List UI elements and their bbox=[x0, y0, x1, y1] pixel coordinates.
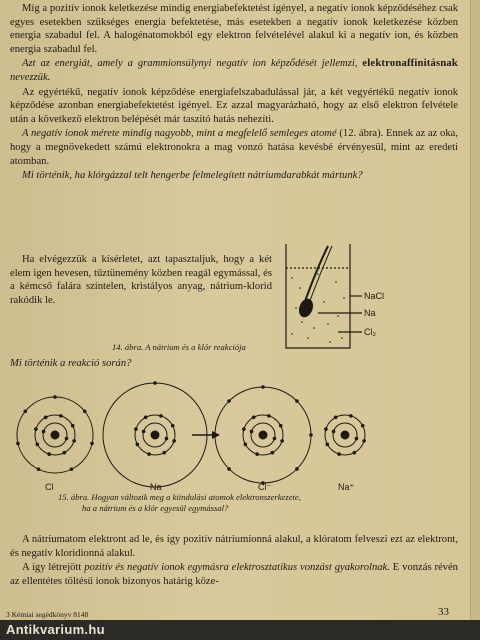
paragraph-6-start: A így létrejött bbox=[22, 562, 82, 574]
atom-label-cl: Cl bbox=[45, 482, 54, 492]
question-2: Mi történik a reakció során? bbox=[10, 358, 132, 369]
figure-15-caption-line-2: ha a nátrium és a klór egyesül egymással? bbox=[82, 503, 229, 513]
paragraph-2: Az egyértékű, negatív ionok képződése energiafelszabadulással jár, a két vegyértékű negatív ionok képződése azonban energiabefektetést igényel. Ez azzal magyarázható, hogy az első elektron felvétele után a következő elektron belépését már taszító hatás nehezíti. bbox=[10, 86, 458, 125]
paragraph-1: Míg a pozitív ionok keletkezése mindig energiabefektetést igényel, a negatív ionok képződéséhez csak egyes esetekben szükséges energia befektetése, más esetekben a negatív ionok keletkezése közben energia szabadul fel. A halogénatomokból egy elektron felvételével alakul ki a negatív ion, és közben energia szabadul fel. bbox=[10, 3, 458, 55]
reaction-arrow bbox=[192, 431, 220, 439]
atom-na bbox=[103, 381, 207, 487]
electrostatic-statement: pozitív és negatív ionok egymásra elektrosztatikus vonzást gyakorolnak. bbox=[84, 562, 390, 574]
definition-end: nevezzük. bbox=[10, 71, 51, 83]
paragraph-3 bbox=[10, 127, 458, 168]
atom-label-na: Na bbox=[150, 482, 162, 492]
paragraph-3-rest: (12. ábra). Ennek az az oka, hogy a megnövekedett számú elektronokra a mag vonzó hatása kevésbé érvényesül, mint az eredeti atomban. bbox=[10, 128, 458, 167]
atom-label-na-ion: Na⁺ bbox=[338, 482, 355, 492]
conclusion-text bbox=[10, 533, 458, 589]
label-cl2: Cl₂ bbox=[364, 327, 376, 337]
paragraph-4: Ha elvégezzük a kísérletet, azt tapasztaljuk, hogy a két elem igen hevesen, tűztünemény közben reagál egymással, és a kémcső falára színtelen, kristályos anyag, nátrium-klorid rakódik le. bbox=[10, 254, 272, 306]
body-text bbox=[10, 2, 458, 184]
figure-15-atom-diagram bbox=[0, 375, 470, 495]
question-1: Mi történik, ha klórgázzal telt hengerbe felmelegített nátriumdarabkát mártunk? bbox=[22, 170, 363, 182]
experiment-text bbox=[10, 253, 272, 308]
figure-14-caption: 14. ábra. A nátrium és a klór reakciója bbox=[112, 342, 246, 352]
atom-na-ion bbox=[324, 414, 366, 456]
label-nacl: NaCl bbox=[364, 291, 385, 301]
paragraph-5: A nátriumatom elektront ad le, és így pozitív nátriumionná alakul, a klóratom felveszi ezt az elektront, és negatív kloridionná alakul. bbox=[10, 534, 458, 559]
definition-electron-affinity bbox=[10, 57, 458, 84]
term-electron-affinity: elektronaffinitásnak bbox=[362, 58, 458, 70]
watermark: Antikvarium.hu bbox=[0, 620, 480, 640]
atom-cl-ion bbox=[213, 385, 313, 485]
atom-label-cl-ion: Cl⁻ bbox=[258, 482, 272, 492]
negative-ion-size-statement: A negatív ionok mérete mindig nagyobb, mint a megfelelő semleges atomé bbox=[22, 128, 337, 140]
definition-text: Azt az energiát, amely a grammionsúlynyi negatív ion képződését jellemzi, bbox=[22, 58, 358, 70]
footer-signature: 3 Kémiai segédkönyv 8148 bbox=[6, 610, 89, 619]
figure-15-caption-line-1: 15. ábra. Hogyan változik meg a kiindulási atomok elektronszerkezete, bbox=[58, 492, 301, 502]
page-number: 33 bbox=[438, 606, 449, 618]
label-na: Na bbox=[364, 308, 376, 318]
atom-cl bbox=[16, 395, 94, 473]
paragraph-6 bbox=[10, 561, 458, 588]
figure-15-caption bbox=[58, 492, 301, 514]
paragraph-6-end: E vonzás révén az ellentétes töltésű ionok bizonyos határig köze- bbox=[10, 562, 458, 587]
